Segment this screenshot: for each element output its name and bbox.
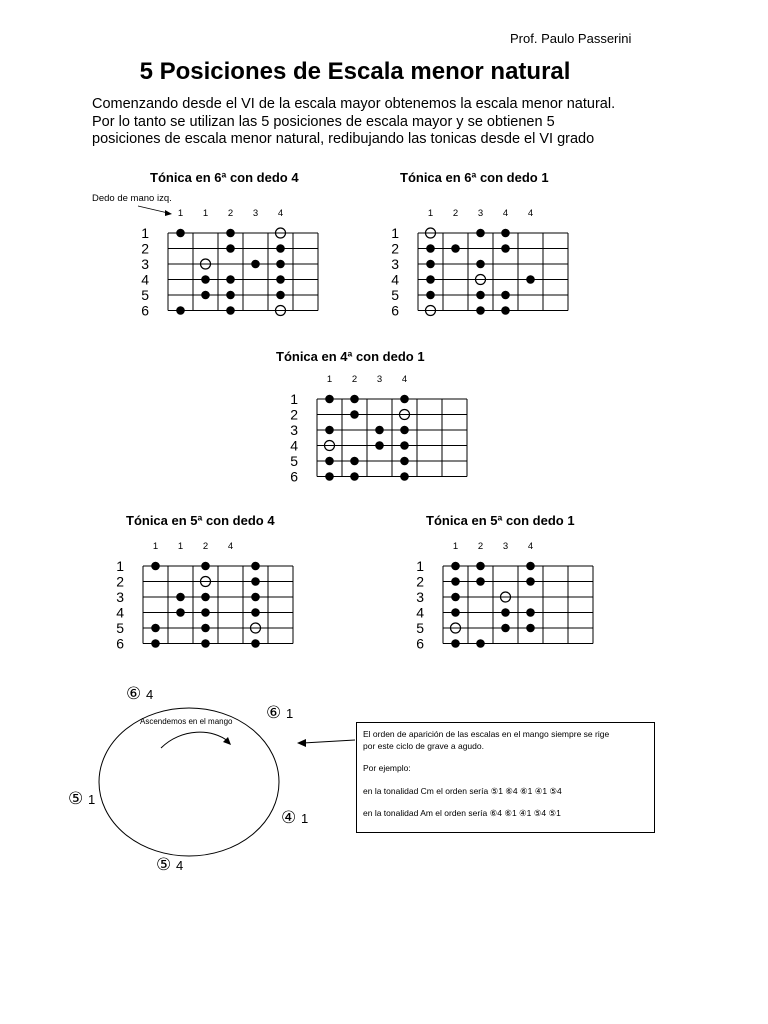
string-symbol: ⑥ (266, 703, 282, 722)
pointer-arrow (295, 735, 357, 749)
scale-note (226, 244, 235, 253)
box-line: El orden de aparición de las escalas en el mango siempre se rige (363, 729, 610, 739)
scale-note (201, 291, 210, 300)
scale-note (226, 306, 235, 315)
scale-note (226, 229, 235, 238)
finger-number: 4 (175, 858, 184, 873)
string-label: 1 (391, 225, 399, 241)
scale-note (526, 624, 535, 633)
scale-note (476, 306, 485, 315)
finger-number: 1 (427, 208, 434, 219)
intro-line: Comenzando desde el VI de la escala mayor obtenemos la escala menor natural. (92, 96, 616, 112)
scale-note (325, 472, 334, 481)
scale-note (276, 260, 285, 269)
fretboard-diagram (410, 533, 610, 658)
scale-note (400, 395, 409, 404)
string-label: 3 (116, 589, 124, 605)
string-label: 2 (290, 406, 298, 423)
scale-note (451, 562, 460, 571)
finger-number: 4 (401, 374, 408, 385)
fretboard-diagram (380, 200, 580, 325)
diagram-title: Tónica en 6ª con dedo 4 (150, 170, 299, 185)
string-label: 4 (141, 271, 149, 288)
diagram-title: Tónica en 4ª con dedo 1 (276, 349, 425, 364)
finger-number: 2 (351, 374, 358, 385)
scale-note (176, 306, 185, 315)
scale-note (501, 306, 510, 315)
string-label: 3 (290, 422, 298, 438)
scale-note (176, 229, 185, 238)
scale-note (400, 472, 409, 481)
finger-number: 2 (452, 208, 459, 219)
box-line: en la tonalidad Am el orden sería ⑥4 ⑥1 ④1 ⑤4 ⑤1 (363, 808, 561, 818)
finger-number: 3 (477, 208, 484, 219)
intro-paragraph (92, 96, 692, 149)
ascending-label: Ascendemos en el mango (140, 717, 233, 726)
box-line: en la tonalidad Cm el orden sería ⑤1 ⑥4 ⑥1 ④1 ⑤4 (363, 785, 562, 796)
scale-note (501, 291, 510, 300)
string-label: 1 (141, 225, 149, 241)
string-label: 4 (290, 437, 298, 454)
finger-number: 1 (152, 541, 159, 552)
scale-note (350, 457, 359, 466)
scale-note (451, 593, 460, 602)
scale-note (176, 608, 185, 617)
ascending-arrow-icon (161, 732, 229, 748)
scale-note (375, 426, 384, 435)
scale-note (226, 275, 235, 284)
scale-note (350, 395, 359, 404)
string-label: 2 (391, 240, 399, 257)
finger-number: 1 (452, 541, 459, 552)
string-label: 6 (141, 302, 149, 319)
finger-number: 1 (300, 811, 309, 826)
finger-number: 3 (502, 541, 509, 552)
scale-note (451, 639, 460, 648)
string-label: 4 (116, 604, 124, 621)
finger-number: 1 (177, 208, 184, 219)
string-label: 3 (141, 256, 149, 272)
string-label: 4 (416, 604, 424, 621)
explanation-box (356, 722, 655, 833)
scale-note (251, 260, 260, 269)
scale-note (151, 562, 160, 571)
scale-note (276, 291, 285, 300)
scale-note (526, 275, 535, 284)
string-label: 6 (391, 302, 399, 319)
scale-note (400, 457, 409, 466)
finger-number: 2 (227, 208, 234, 219)
string-label: 4 (391, 271, 399, 288)
finger-number: 1 (202, 208, 209, 219)
scale-note (201, 624, 210, 633)
finger-number: 4 (527, 208, 534, 219)
scale-note (251, 593, 260, 602)
string-label: 5 (290, 453, 298, 469)
finger-number: 1 (177, 541, 184, 552)
scale-note (476, 562, 485, 571)
scale-note (251, 608, 260, 617)
scale-note (451, 244, 460, 253)
scale-note (201, 275, 210, 284)
intro-line: Por lo tanto se utilizan las 5 posiciones de escala mayor y se obtienen 5 (92, 113, 555, 130)
string-symbol: ⑥ (126, 684, 142, 703)
string-label: 3 (416, 589, 424, 605)
string-symbol: ④ (281, 808, 297, 827)
scale-note (276, 275, 285, 284)
scale-note (476, 291, 485, 300)
scale-note (426, 260, 435, 269)
finger-number: 4 (527, 541, 534, 552)
finger-number: 4 (277, 208, 284, 219)
scale-note (501, 244, 510, 253)
scale-note (251, 577, 260, 586)
scale-note (501, 608, 510, 617)
finger-number: 1 (326, 374, 333, 385)
scale-note (400, 426, 409, 435)
scale-note (151, 624, 160, 633)
scale-note (201, 593, 210, 602)
scale-note (501, 229, 510, 238)
finger-number: 4 (502, 208, 509, 219)
scale-note (426, 275, 435, 284)
fretboard-diagram (130, 200, 330, 325)
diagram-title: Tónica en 6ª con dedo 1 (400, 170, 549, 185)
string-label: 1 (290, 391, 298, 407)
string-label: 2 (141, 240, 149, 257)
scale-note (201, 608, 210, 617)
finger-label: Dedo de mano izq. (92, 193, 172, 204)
cycle-position (68, 789, 95, 809)
intro-line: posiciones de escala menor natural, redibujando las tonicas desde el VI grado (92, 131, 595, 147)
diagram-title: Tónica en 5ª con dedo 1 (426, 513, 575, 528)
finger-number: 2 (202, 541, 209, 552)
cycle-ellipse (99, 708, 279, 856)
scale-note (476, 577, 485, 586)
scale-note (501, 624, 510, 633)
finger-number: 4 (227, 541, 234, 552)
box-line: Por ejemplo: (363, 763, 411, 773)
scale-note (426, 291, 435, 300)
string-label: 2 (416, 573, 424, 590)
finger-number: 4 (145, 687, 154, 702)
scale-note (526, 562, 535, 571)
scale-note (325, 426, 334, 435)
scale-note (201, 639, 210, 648)
scale-note (226, 291, 235, 300)
scale-note (526, 608, 535, 617)
string-label: 6 (116, 635, 124, 652)
finger-number: 3 (376, 374, 383, 385)
string-label: 1 (116, 558, 124, 574)
scale-note (476, 639, 485, 648)
string-label: 6 (290, 468, 298, 485)
scale-note (451, 608, 460, 617)
fretboard-diagram (280, 367, 480, 492)
finger-number: 2 (477, 541, 484, 552)
diagram-title: Tónica en 5ª con dedo 4 (126, 513, 275, 528)
cycle-position (156, 855, 183, 875)
scale-note (176, 593, 185, 602)
string-label: 5 (141, 287, 149, 303)
scale-note (325, 457, 334, 466)
cycle-position (126, 684, 153, 704)
scale-note (201, 562, 210, 571)
string-label: 1 (416, 558, 424, 574)
scale-note (251, 639, 260, 648)
scale-note (325, 395, 334, 404)
string-label: 5 (391, 287, 399, 303)
string-symbol: ⑤ (156, 855, 172, 874)
finger-number: 1 (285, 706, 294, 721)
author: Prof. Paulo Passerini (510, 31, 632, 46)
scale-note (151, 639, 160, 648)
scale-note (375, 441, 384, 450)
scale-note (276, 244, 285, 253)
scale-note (350, 410, 359, 419)
string-label: 5 (416, 620, 424, 636)
cycle-position (266, 703, 293, 723)
scale-note (476, 260, 485, 269)
string-label: 5 (116, 620, 124, 636)
string-label: 6 (416, 635, 424, 652)
scale-note (451, 577, 460, 586)
scale-note (526, 577, 535, 586)
string-label: 3 (391, 256, 399, 272)
scale-note (426, 244, 435, 253)
string-symbol: ⑤ (68, 789, 84, 808)
cycle-position (281, 808, 308, 828)
scale-note (400, 441, 409, 450)
finger-number: 3 (252, 208, 259, 219)
string-label: 2 (116, 573, 124, 590)
page-title: 5 Posiciones de Escala menor natural (139, 58, 571, 85)
fretboard-diagram (110, 533, 310, 658)
scale-note (251, 562, 260, 571)
scale-note (476, 229, 485, 238)
box-line: por este ciclo de grave a agudo. (363, 740, 484, 751)
finger-number: 1 (87, 792, 96, 807)
scale-note (350, 472, 359, 481)
